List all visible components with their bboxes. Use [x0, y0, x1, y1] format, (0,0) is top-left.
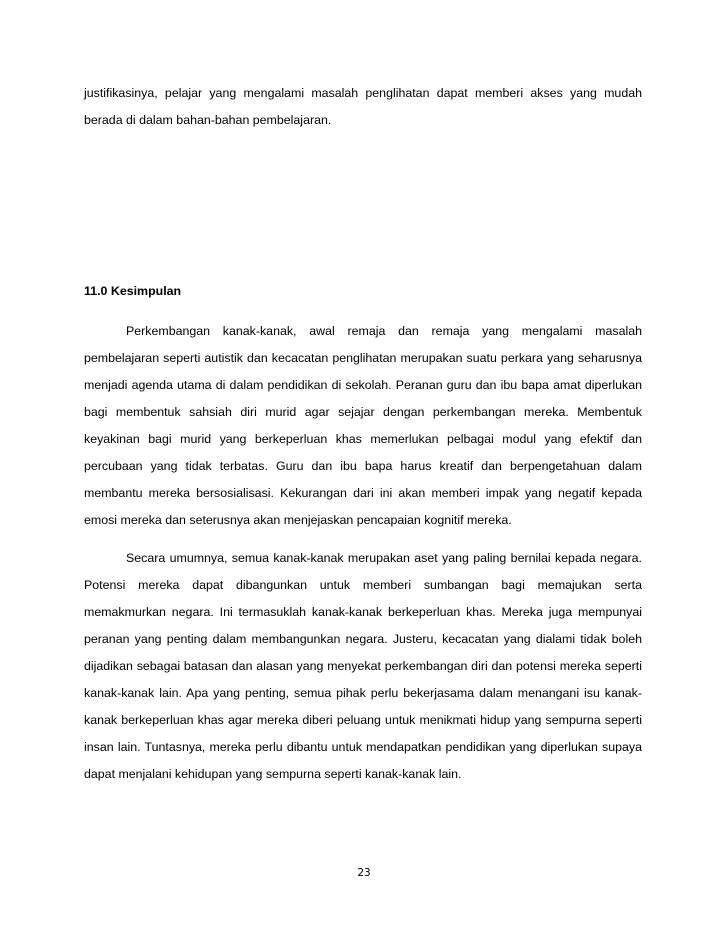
page-number: 23 [357, 867, 371, 879]
intro-paragraph: justifikasinya, pelajar yang mengalami masalah penglihatan dapat memberi akses yang mudah berada di dalam bahan-bahan pembelajaran. [84, 86, 642, 127]
conclusion-paragraph-1: Perkembangan kanak-kanak, awal remaja dan remaja yang mengalami masalah pembelajaran seperti autistik dan kecacatan penglihatan merupakan suatu perkara yang seharusnya menjadi agenda utama di dalam pendidikan di sekolah. Peranan guru dan ibu bapa amat diperlukan bagi membentuk sahsiah diri murid agar sejajar dengan perkembangan mereka. Membentuk keyakinan bagi murid yang berkeperluan khas memerlukan pelbagai modul yang efektif dan percubaan yang tidak terbatas. Guru dan ibu bapa harus kreatif dan berpengetahuan dalam membantu mereka bersosialisasi. Kekurangan dari ini akan memberi impak yang negatif kepada emosi mereka dan seterusnya akan menjejaskan pencapaian kognitif mereka. [84, 324, 642, 527]
conclusion-paragraph-2: Secara umumnya, semua kanak-kanak merupakan aset yang paling bernilai kepada negara. Potensi mereka dapat dibangunkan untuk memberi sumbangan bagi memajukan serta memakmurkan negara. Ini termasuklah kanak-kanak berkeperluan khas. Mereka juga mempunyai peranan yang penting dalam membangunkan negara. Justeru, kecacatan yang dialami tidak boleh dijadikan sebagai batasan dan alasan yang menyekat perkembangan diri dan potensi mereka seperti kanak-kanak lain. Apa yang penting, semua pihak perlu bekerjasama dalam menangani isu kanak-kanak berkeperluan khas agar mereka diberi peluang untuk menikmati hidup yang sempurna seperti insan lain. Tuntasnya, mereka perlu dibantu untuk mendapatkan pendidikan yang diperlukan supaya dapat menjalani kehidupan yang sempurna seperti kanak-kanak lain. [84, 551, 642, 781]
section-heading: 11.0 Kesimpulan [84, 284, 182, 298]
